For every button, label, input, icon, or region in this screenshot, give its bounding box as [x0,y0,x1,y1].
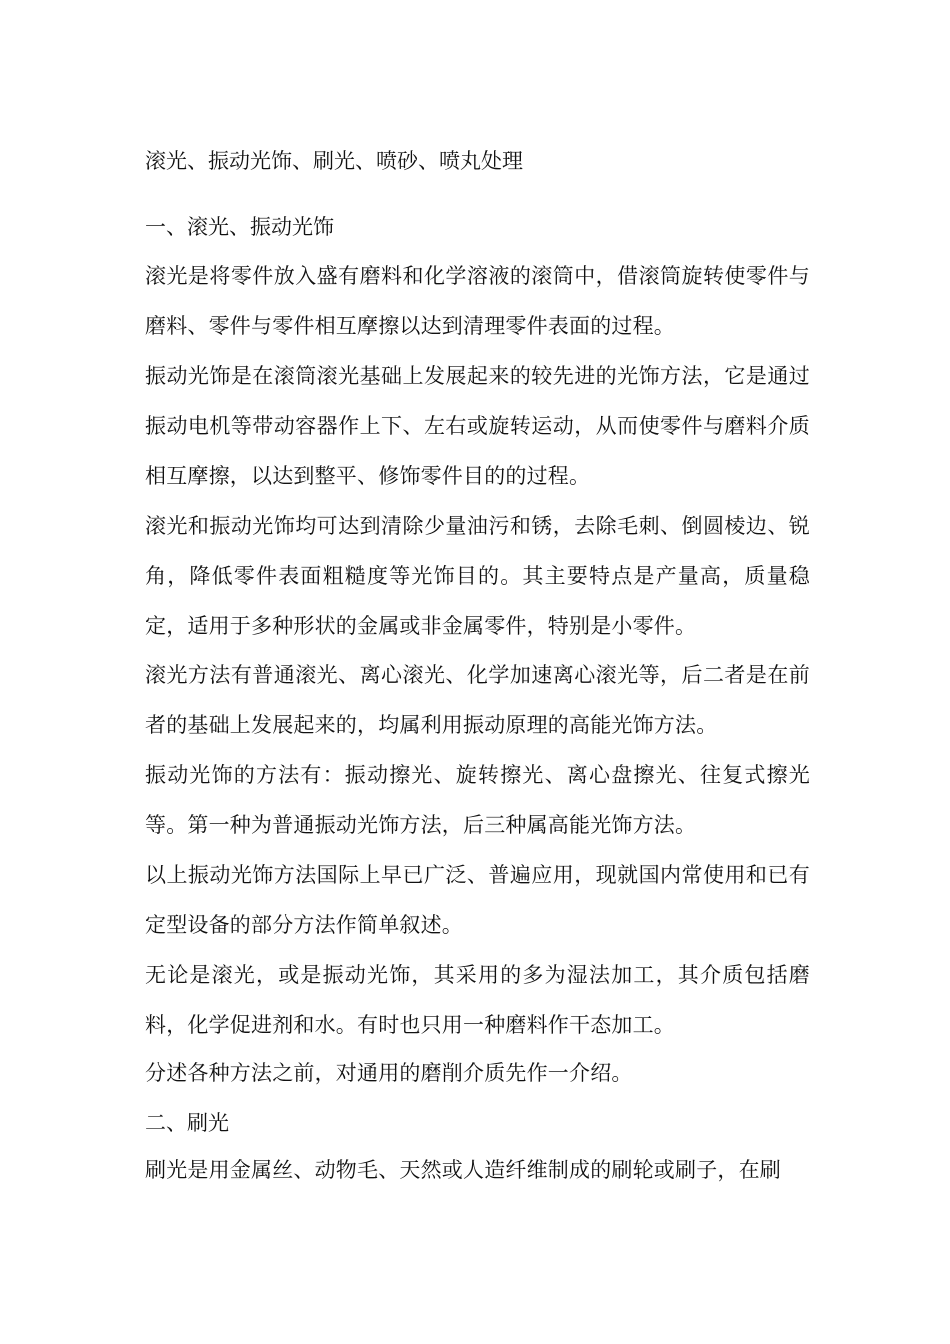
paragraph-2: 振动光饰是在滚筒滚光基础上发展起来的较先进的光饰方法，它是通过振动电机等带动容器作上下、左右或旋转运动，从而使零件与磨料介质相互摩擦，以达到整平、修饰零件目的的过程。 [145,364,810,488]
paragraph-3: 滚光和振动光饰均可达到清除少量油污和锈，去除毛刺、倒圆棱边、锐角，降低零件表面粗糙度等光饰目的。其主要特点是产量高，质量稳定，适用于多种形状的金属或非金属零件，特别是小零件。 [145,514,810,638]
section-heading-1: 一、滚光、振动光饰 [145,215,334,239]
section-heading-2: 二、刷光 [145,1111,229,1135]
paragraph-4: 滚光方法有普通滚光、离心滚光、化学加速离心滚光等，后二者是在前者的基础上发展起来的，均属利用振动原理的高能光饰方法。 [145,663,810,737]
document-title: 滚光、振动光饰、刷光、喷砂、喷丸处理 [145,149,523,173]
paragraph-7: 无论是滚光，或是振动光饰，其采用的多为湿法加工，其介质包括磨料，化学促进剂和水。有时也只用一种磨料作干态加工。 [145,963,810,1037]
paragraph-5: 振动光饰的方法有：振动擦光、旋转擦光、离心盘擦光、往复式擦光等。第一种为普通振动光饰方法，后三种属高能光饰方法。 [145,763,810,837]
paragraph-6: 以上振动光饰方法国际上早已广泛、普遍应用，现就国内常使用和已有定型设备的部分方法作简单叙述。 [145,863,810,937]
paragraph-1: 滚光是将零件放入盛有磨料和化学溶液的滚筒中，借滚筒旋转使零件与磨料、零件与零件相互摩擦以达到清理零件表面的过程。 [145,264,810,338]
paragraph-8: 分述各种方法之前，对通用的磨削介质先作一介绍。 [145,1061,633,1085]
paragraph-9: 刷光是用金属丝、动物毛、天然或人造纤维制成的刷轮或刷子，在刷 [145,1158,781,1182]
